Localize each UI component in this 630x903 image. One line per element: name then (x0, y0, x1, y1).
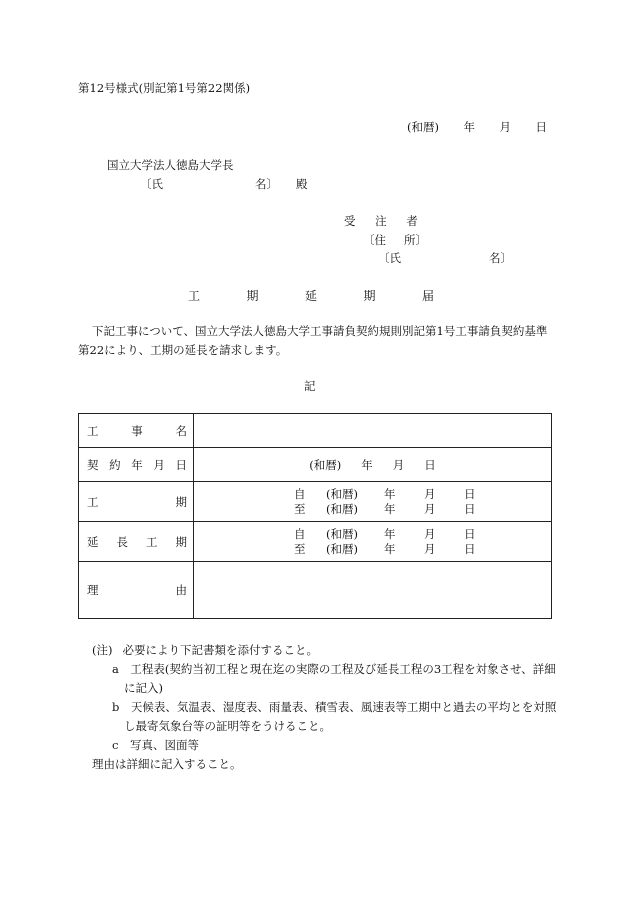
title-char: 工 (188, 289, 201, 303)
contractor-name-field (378, 250, 512, 266)
contractor-address-close: 所〕 (404, 233, 427, 247)
contractor-name-open: 〔氏 (378, 251, 401, 265)
label-extension: 延 長 工 期 (79, 522, 194, 562)
contractor-address-open: 〔住 (363, 233, 386, 247)
title-char: 期 (363, 289, 376, 303)
note-c: c 写真、図面等 (112, 738, 199, 752)
reason-value[interactable] (194, 562, 552, 619)
period-value[interactable] (194, 482, 552, 522)
contractor-address-field (363, 232, 427, 248)
document-title (188, 287, 434, 304)
label-reason: 理 由 (79, 562, 194, 619)
addressee-name-open: 〔氏 (140, 177, 163, 191)
table-row (79, 562, 552, 619)
notes-section (92, 641, 562, 774)
label-construction-name: 工 事 名 (79, 414, 194, 448)
addressee-name-field (140, 176, 308, 192)
note-reason-instruction: 理由は詳細に記入すること。 (92, 757, 242, 771)
date-day: 日 (535, 120, 547, 134)
title-char: 届 (421, 289, 434, 303)
addressee-title: 国立大学法人徳島大学長 (107, 158, 234, 172)
note-b: b 天候表、気温表、湿度表、雨量表、積雪表、風速表等工期中と過去の平均とを対照し最寄気象台等の証明等をうけること。 (112, 700, 557, 733)
period-to: 至 (和暦) 年 月 日 (294, 501, 476, 516)
date-era: (和暦) (407, 120, 439, 134)
contract-date-value[interactable]: (和暦) 年 月 日 (194, 448, 552, 482)
extension-from: 自 (和暦) 年 月 日 (294, 526, 476, 541)
details-table (78, 413, 552, 619)
construction-name-value[interactable] (194, 414, 552, 448)
label-period: 工 期 (79, 482, 194, 522)
table-row (79, 448, 552, 482)
form-id: 第12号様式(別記第1号第22関係) (78, 81, 251, 95)
note-a: a 工程表(契約当初工程と現在迄の実際の工程及び延長工程の3工程を対象させ、詳細に記入) (112, 662, 556, 695)
contractor-role: 受 注 者 (344, 214, 426, 228)
extension-value[interactable] (194, 522, 552, 562)
addressee-honorific: 殿 (296, 177, 308, 191)
contractor-name-close: 名〕 (489, 251, 512, 265)
label-contract-date: 契 約 年 月 日 (79, 448, 194, 482)
date-month: 月 (499, 120, 511, 134)
table-row (79, 522, 552, 562)
title-char: 期 (246, 289, 259, 303)
addressee-name-close: 名〕 (255, 177, 278, 191)
body-text: 下記工事について、国立大学法人徳島大学工事請負契約規則別記第1号工事請負契約基準第22により、工期の延長を請求します。 (78, 324, 548, 357)
table-row (79, 482, 552, 522)
extension-to: 至 (和暦) 年 月 日 (294, 541, 476, 556)
notes-heading: (注) 必要により下記書類を添付すること。 (92, 643, 318, 657)
title-char: 延 (304, 289, 317, 303)
date-year: 年 (463, 120, 475, 134)
submission-date (407, 119, 547, 135)
period-from: 自 (和暦) 年 月 日 (294, 486, 476, 501)
table-row (79, 414, 552, 448)
ki-marker: 記 (304, 379, 316, 393)
